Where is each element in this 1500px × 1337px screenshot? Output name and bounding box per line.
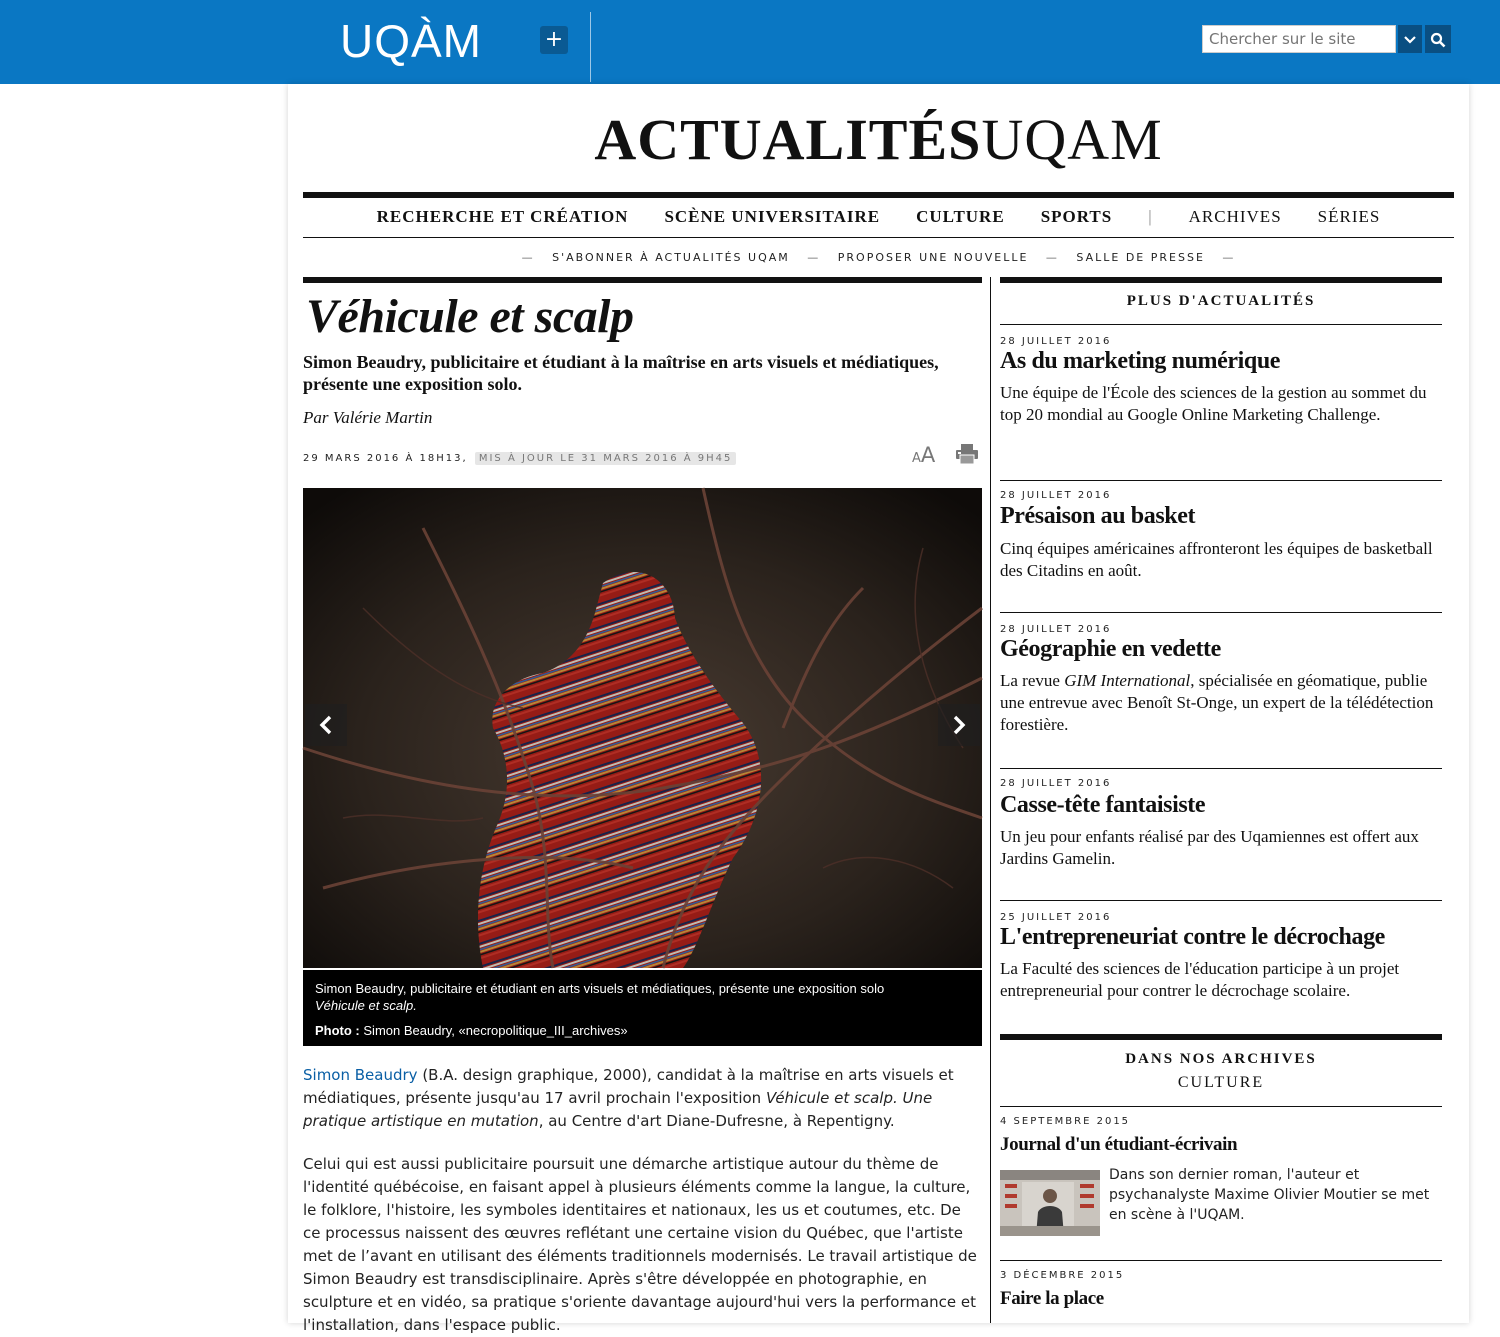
archive-date: 3 DÉCEMBRE 2015 <box>1000 1270 1125 1281</box>
archive-thumbnail-image <box>1000 1170 1100 1236</box>
sidebar-rule <box>1000 1106 1442 1107</box>
nav-scene-universitaire[interactable]: SCÈNE UNIVERSITAIRE <box>664 207 881 226</box>
search-input[interactable] <box>1202 25 1396 53</box>
news-desc: Une équipe de l'École des sciences de la gestion au sommet du top 20 mondial au Google Online Marketing Challenge. <box>1000 383 1427 424</box>
archives-category[interactable]: CULTURE <box>1177 1074 1265 1091</box>
sidebar-rule <box>1000 612 1442 613</box>
news-desc: Un jeu pour enfants réalisé par des Uqamiennes est offert aux Jardins Gamelin. <box>1000 827 1419 868</box>
uqam-logo[interactable]: UQÀM <box>340 15 482 67</box>
news-desc: Cinq équipes américaines affronteront les équipes de basketball des Citadins en août. <box>1000 539 1433 580</box>
archive-desc: Dans son dernier roman, l'auteur et psychanalyste Maxime Olivier Moutier se met en scène à l'UQAM. <box>1109 1167 1430 1223</box>
archives-top-rule <box>1000 1034 1442 1040</box>
archive-date: 4 SEPTEMBRE 2015 <box>1000 1116 1131 1127</box>
news-date: 28 JUILLET 2016 <box>1000 778 1112 789</box>
search-icon <box>1430 32 1446 48</box>
nav-bottom-rule <box>303 237 1454 238</box>
news-title-marketing[interactable]: As du marketing numérique <box>1000 348 1281 374</box>
news-title-entrepreneuriat[interactable]: L'entrepreneuriat contre le décrochage <box>1000 924 1385 950</box>
subnav-press-room[interactable]: SALLE DE PRESSE <box>1076 251 1205 264</box>
article-paragraph-1 <box>303 1064 978 1133</box>
caption-line: Simon Beaudry, publicitaire et étudiant en arts visuels et médiatiques, présente une exposition solo <box>315 981 885 996</box>
sidebar-rule <box>1000 1260 1442 1261</box>
archive-title-journal[interactable]: Journal d'un étudiant-écrivain <box>1000 1134 1238 1155</box>
article-photo <box>303 488 982 968</box>
news-title-geographie[interactable]: Géographie en vedette <box>1000 636 1221 662</box>
article-top-rule <box>303 277 982 283</box>
sidebar-rule <box>1000 480 1442 481</box>
nav-sports[interactable]: SPORTS <box>1040 207 1113 226</box>
main-nav <box>303 203 1454 231</box>
p1-italic: Véhicule et scalp. Une pratique artistique en mutation <box>303 1089 933 1130</box>
subnav-dash: — <box>807 251 821 264</box>
news-date: 28 JUILLET 2016 <box>1000 336 1112 347</box>
masthead-light: UQAM <box>981 107 1163 172</box>
news-desc <box>1000 670 1442 736</box>
chevron-left-icon <box>319 715 333 735</box>
column-divider <box>990 277 991 1323</box>
article-paragraph-2: Celui qui est aussi publicitaire poursuit une démarche artistique autour du thème de l'identité québécoise, en faisant appel à plusieurs éléments comme la langue, la culture, le folklore, l'histoire, les symboles identitaires et nationaux, les us et coutumes, etc. De ce processus naissent des œuvres reflétant une certaine vision du Québec, que l'artiste met de l’avant en utilisant des éléments traditionnels modernisés. Le travail artistique de Simon Beaudry est transdisciplinaire. Après s'être développée en photographie, en sculpture et en vidéo, sa pratique s'oriente davantage aujourd'hui vers la performance et l'installation, dans l'espace public. <box>303 1155 977 1334</box>
subnav-propose[interactable]: PROPOSER UNE NOUVELLE <box>837 251 1029 264</box>
p1-text-b: , au Centre d'art Diane-Dufresne, à Repentigny. <box>538 1112 895 1130</box>
archive-thumbnail[interactable] <box>1000 1170 1100 1236</box>
sub-nav <box>303 251 1454 264</box>
sidebar-heading: PLUS D'ACTUALITÉS <box>1126 293 1316 309</box>
artist-link[interactable]: Simon Beaudry <box>303 1066 418 1084</box>
desc-b: , spécialisée en géomatique, publie une entrevue avec Benoît St-Onge, un expert de la télédétection forestière. <box>1000 671 1434 734</box>
plus-menu-button[interactable]: + <box>540 26 568 54</box>
archives-heading: DANS NOS ARCHIVES <box>1125 1051 1317 1067</box>
font-size-large-icon: A <box>920 443 936 467</box>
news-desc: La Faculté des sciences de l'éducation participe à un projet entrepreneurial pour contrer le décrochage scolaire. <box>1000 959 1400 1000</box>
article-deck: Simon Beaudry, publicitaire et étudiant à la maîtrise en arts visuels et médiatiques, présente une exposition solo. <box>303 352 939 394</box>
subnav-dash: — <box>1222 251 1236 264</box>
desc-italic: GIM International <box>1064 671 1191 690</box>
desc-a: La revue <box>1000 671 1065 690</box>
sidebar-rule <box>1000 768 1442 769</box>
chevron-right-icon <box>952 715 966 735</box>
news-date: 28 JUILLET 2016 <box>1000 490 1112 501</box>
nav-recherche[interactable]: RECHERCHE ET CRÉATION <box>376 207 629 226</box>
article-date <box>303 452 736 465</box>
search-scope-dropdown[interactable] <box>1398 25 1422 53</box>
photo-caption <box>303 970 982 1046</box>
sidebar-rule <box>1000 324 1442 325</box>
news-title-basket[interactable]: Présaison au basket <box>1000 503 1196 529</box>
credit-label: Photo : <box>315 1023 360 1038</box>
printer-icon <box>955 444 979 464</box>
search-button[interactable] <box>1425 25 1451 53</box>
chevron-down-icon <box>1404 36 1416 44</box>
article-author: Par Valérie Martin <box>303 408 433 427</box>
sidebar-rule <box>1000 900 1442 901</box>
news-title-casse-tete[interactable]: Casse-tête fantaisiste <box>1000 792 1206 818</box>
nav-series[interactable]: SÉRIES <box>1317 207 1381 226</box>
sidebar-top-rule <box>1000 277 1442 283</box>
p1-text-a: (B.A. design graphique, 2000), candidat à la maîtrise en arts visuels et médiatiques, présente jusqu'au 17 avril prochain l'exposition <box>303 1066 954 1107</box>
caption-text <box>315 980 970 1014</box>
masthead-bold: ACTUALITÉS <box>594 107 982 172</box>
news-date: 25 JUILLET 2016 <box>1000 912 1112 923</box>
masthead[interactable] <box>288 108 1469 172</box>
topbar-divider <box>590 12 591 82</box>
top-bar <box>0 0 1500 84</box>
nav-culture[interactable]: CULTURE <box>916 207 1005 226</box>
credit-text: Simon Beaudry, «necropolitique_III_archives» <box>363 1023 628 1038</box>
caption-italic: Véhicule et scalp. <box>315 998 417 1013</box>
news-date: 28 JUILLET 2016 <box>1000 624 1112 635</box>
publish-date: 29 MARS 2016 À 18H13, <box>303 453 468 464</box>
nav-top-rule <box>303 192 1454 198</box>
prev-slide-button[interactable] <box>305 704 347 746</box>
subnav-subscribe[interactable]: S'ABONNER À ACTUALITÉS UQAM <box>552 251 790 264</box>
nav-archives[interactable]: ARCHIVES <box>1188 207 1282 226</box>
photo-artwork <box>303 488 982 968</box>
font-size-button[interactable] <box>912 443 935 467</box>
subnav-dash: — <box>1045 251 1059 264</box>
article-title: Véhicule et scalp <box>306 290 634 343</box>
font-size-small-icon: A <box>912 451 921 466</box>
nav-separator: | <box>1148 207 1153 226</box>
print-button[interactable] <box>955 444 979 464</box>
subnav-dash: — <box>521 251 535 264</box>
archive-title-faire-la-place[interactable]: Faire la place <box>1000 1288 1104 1309</box>
photo-credit <box>315 1022 970 1039</box>
updated-badge: MIS À JOUR LE 31 MARS 2016 À 9H45 <box>475 452 737 465</box>
next-slide-button[interactable] <box>938 704 980 746</box>
